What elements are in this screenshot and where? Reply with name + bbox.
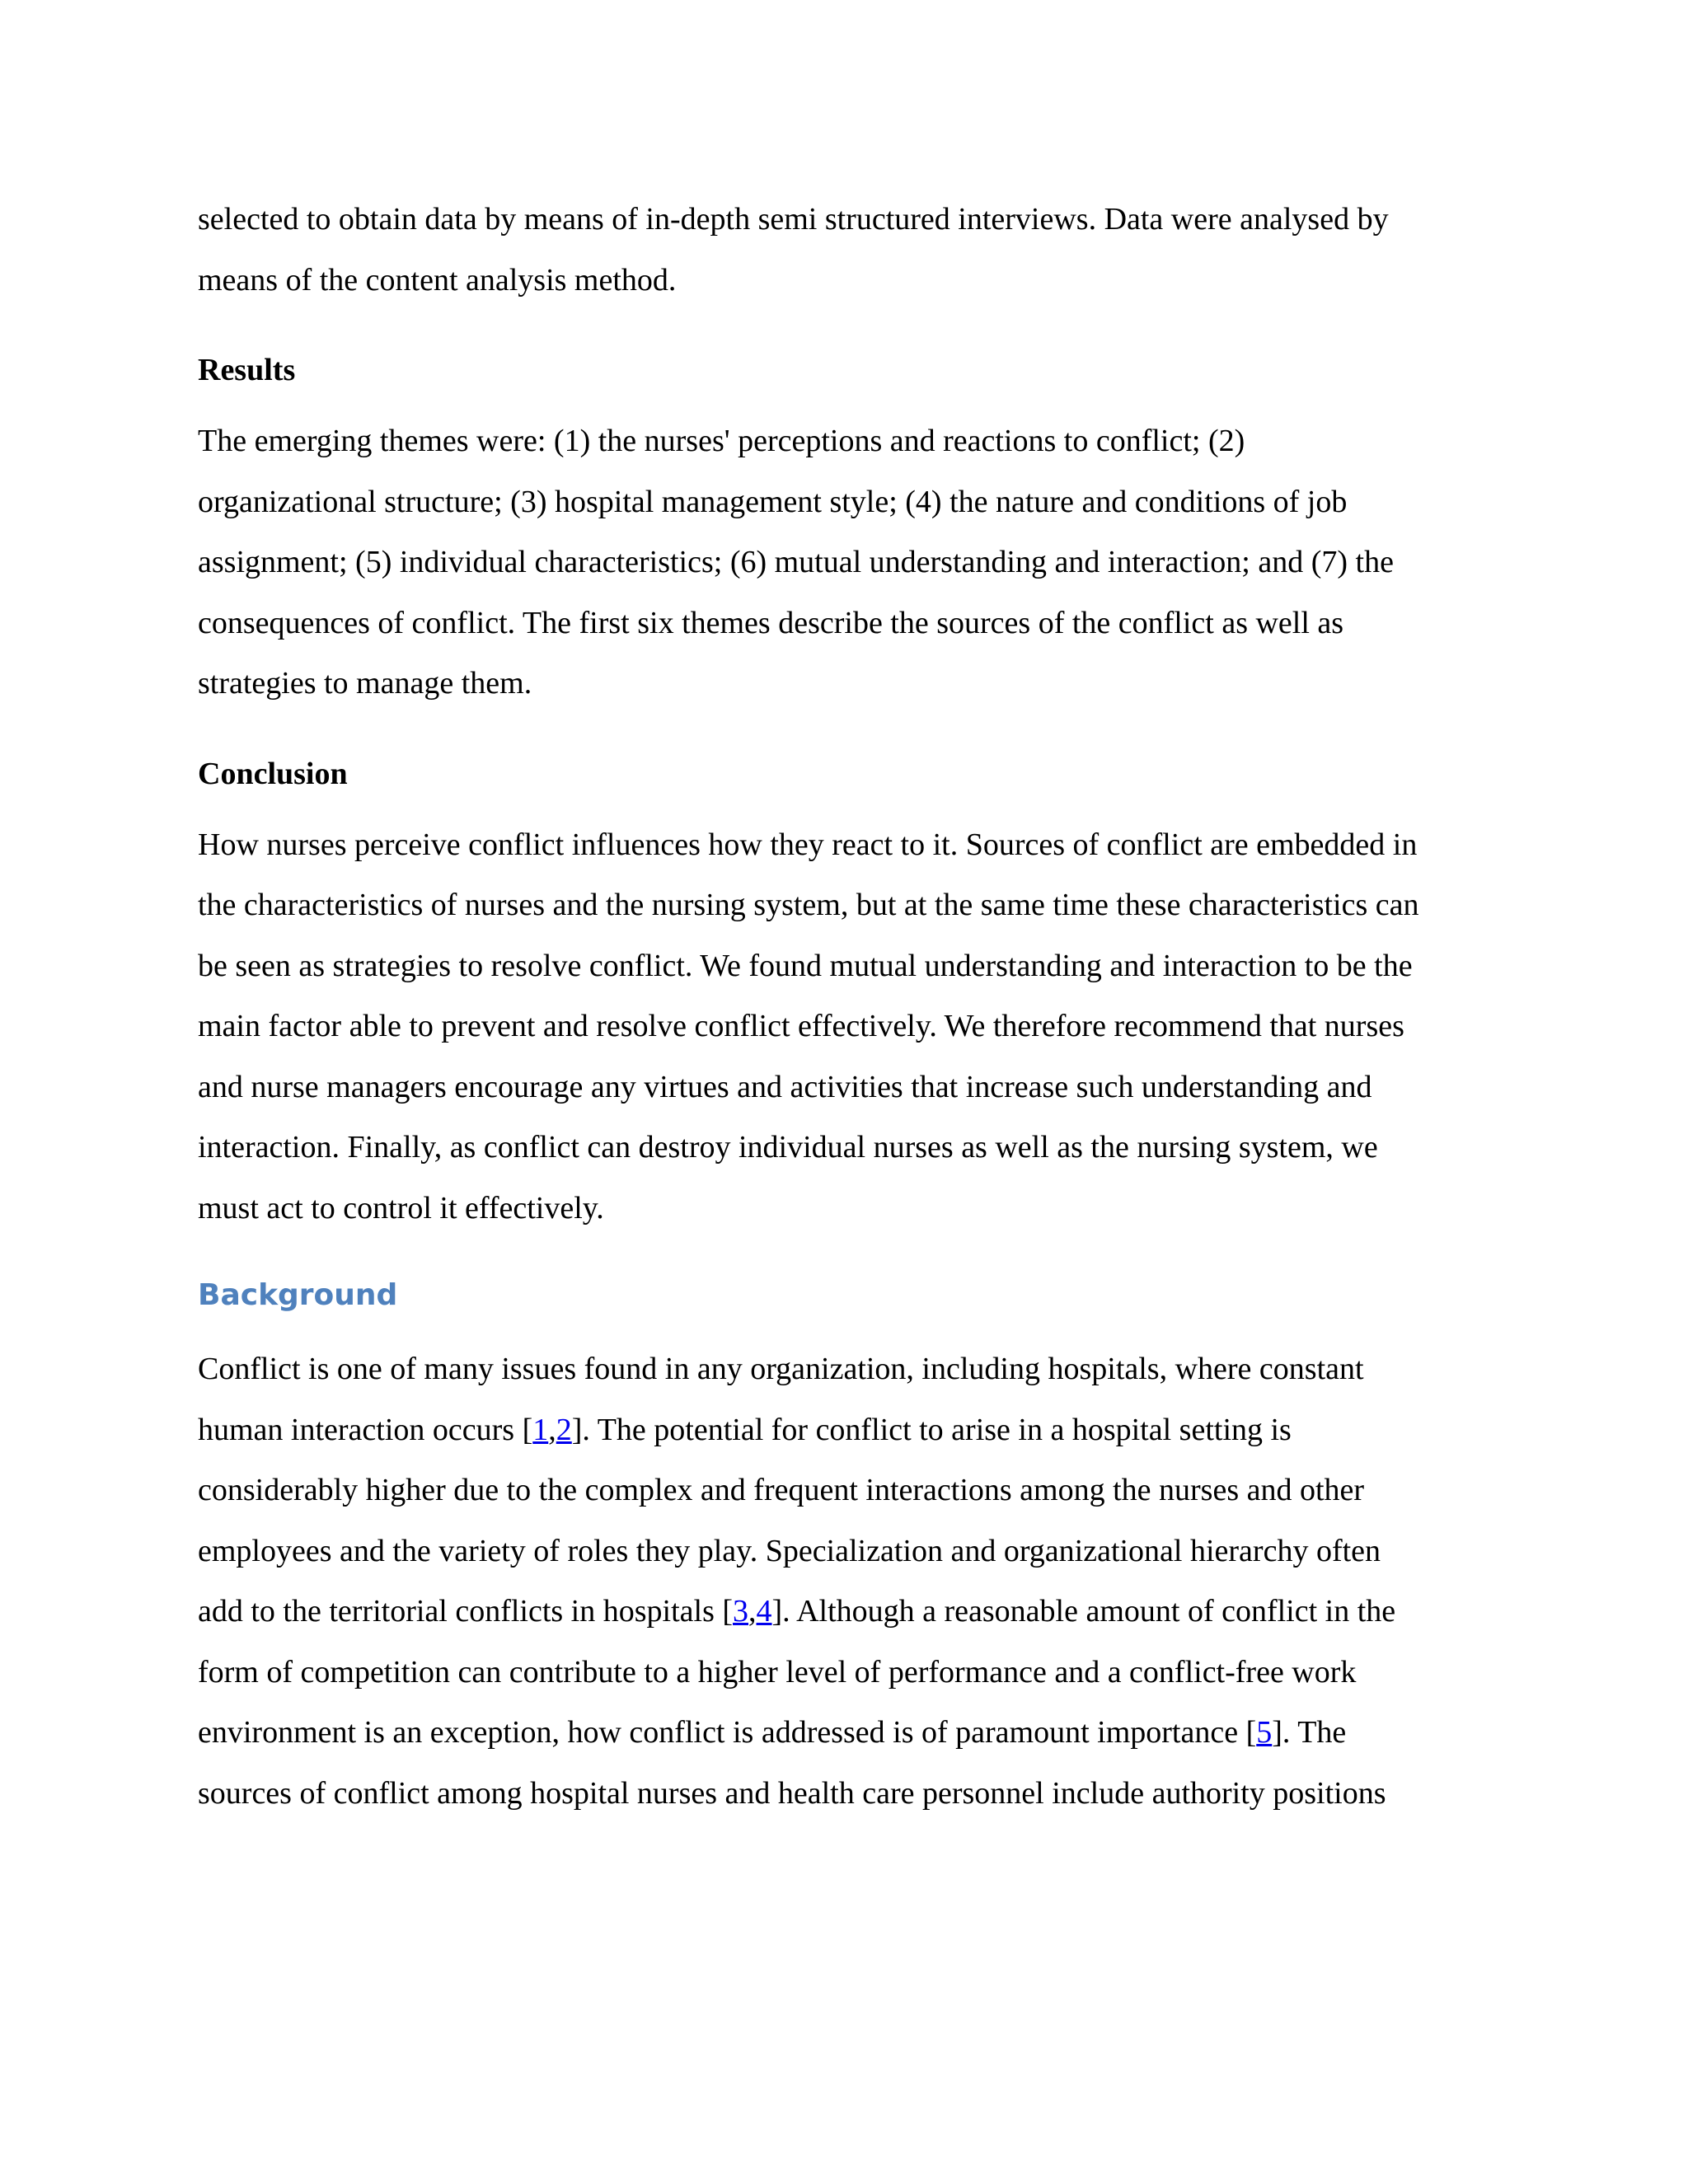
text-line: form of competition can contribute to a higher level of performance and a conflict-free work: [198, 1654, 1357, 1690]
citation-link-2[interactable]: 2: [556, 1412, 572, 1447]
results-heading: Results: [198, 353, 296, 387]
text-line: How nurses perceive conflict influences how they react to it. Sources of conflict are embedded in: [198, 827, 1418, 862]
text-line: employees and the variety of roles they play. Specialization and organizational hierarchy often: [198, 1533, 1381, 1568]
text-line: and nurse managers encourage any virtues and activities that increase such understanding and: [198, 1069, 1372, 1104]
text-line: be seen as strategies to resolve conflict. We found mutual understanding and interaction to be the: [198, 948, 1413, 983]
citation-link-3[interactable]: 3: [733, 1594, 749, 1629]
intro-paragraph: [198, 190, 1492, 311]
article-page: [198, 190, 1492, 1824]
text-line: must act to control it effectively.: [198, 1190, 604, 1226]
results-paragraph: [198, 411, 1492, 715]
text-fragment: human interaction occurs [: [198, 1412, 533, 1447]
citation-separator: ,: [748, 1594, 757, 1629]
text-line: assignment; (5) individual characteristics; (6) mutual understanding and interaction; and (7) the: [198, 545, 1394, 579]
text-line: organizational structure; (3) hospital management style; (4) the nature and conditions of job: [198, 484, 1348, 519]
text-fragment: ]. The potential for conflict to arise in a hospital setting is: [571, 1412, 1292, 1447]
text-fragment: add to the territorial conflicts in hospitals [: [198, 1594, 734, 1629]
text-line: selected to obtain data by means of in-depth semi structured interviews. Data were analysed by: [198, 202, 1389, 237]
text-line: means of the content analysis method.: [198, 262, 677, 298]
text-line: The emerging themes were: (1) the nurses' perceptions and reactions to conflict; (2): [198, 424, 1245, 458]
text-fragment: ]. The: [1272, 1715, 1347, 1750]
citation-link-1[interactable]: 1: [532, 1412, 549, 1447]
text-line: [198, 1703, 1492, 1764]
citation-link-4[interactable]: 4: [756, 1594, 772, 1629]
citation-separator: ,: [548, 1412, 556, 1447]
text-fragment: ]. Although a reasonable amount of conflict in the: [771, 1594, 1396, 1629]
text-line: considerably higher due to the complex and frequent interactions among the nurses and other: [198, 1473, 1365, 1507]
text-line: [198, 1400, 1492, 1461]
text-line: strategies to manage them.: [198, 666, 532, 701]
text-line: Conflict is one of many issues found in any organization, including hospitals, where constant: [198, 1352, 1364, 1386]
conclusion-heading: Conclusion: [198, 756, 348, 791]
text-line: consequences of conflict. The first six themes describe the sources of the conflict as well as: [198, 605, 1344, 640]
conclusion-paragraph: [198, 815, 1492, 1240]
text-line: main factor able to prevent and resolve conflict effectively. We therefore recommend that nurses: [198, 1009, 1404, 1043]
text-line: the characteristics of nurses and the nursing system, but at the same time these characteristics can: [198, 888, 1419, 922]
text-line: interaction. Finally, as conflict can destroy individual nurses as well as the nursing system, we: [198, 1130, 1378, 1165]
citation-link-5[interactable]: 5: [1256, 1715, 1273, 1750]
text-fragment: environment is an exception, how conflict is addressed is of paramount importance [: [198, 1715, 1257, 1750]
background-paragraph: [198, 1339, 1492, 1824]
text-line: [198, 1582, 1492, 1643]
background-heading: Background: [198, 1278, 398, 1312]
text-line: sources of conflict among hospital nurses and health care personnel include authority positions: [198, 1775, 1386, 1811]
